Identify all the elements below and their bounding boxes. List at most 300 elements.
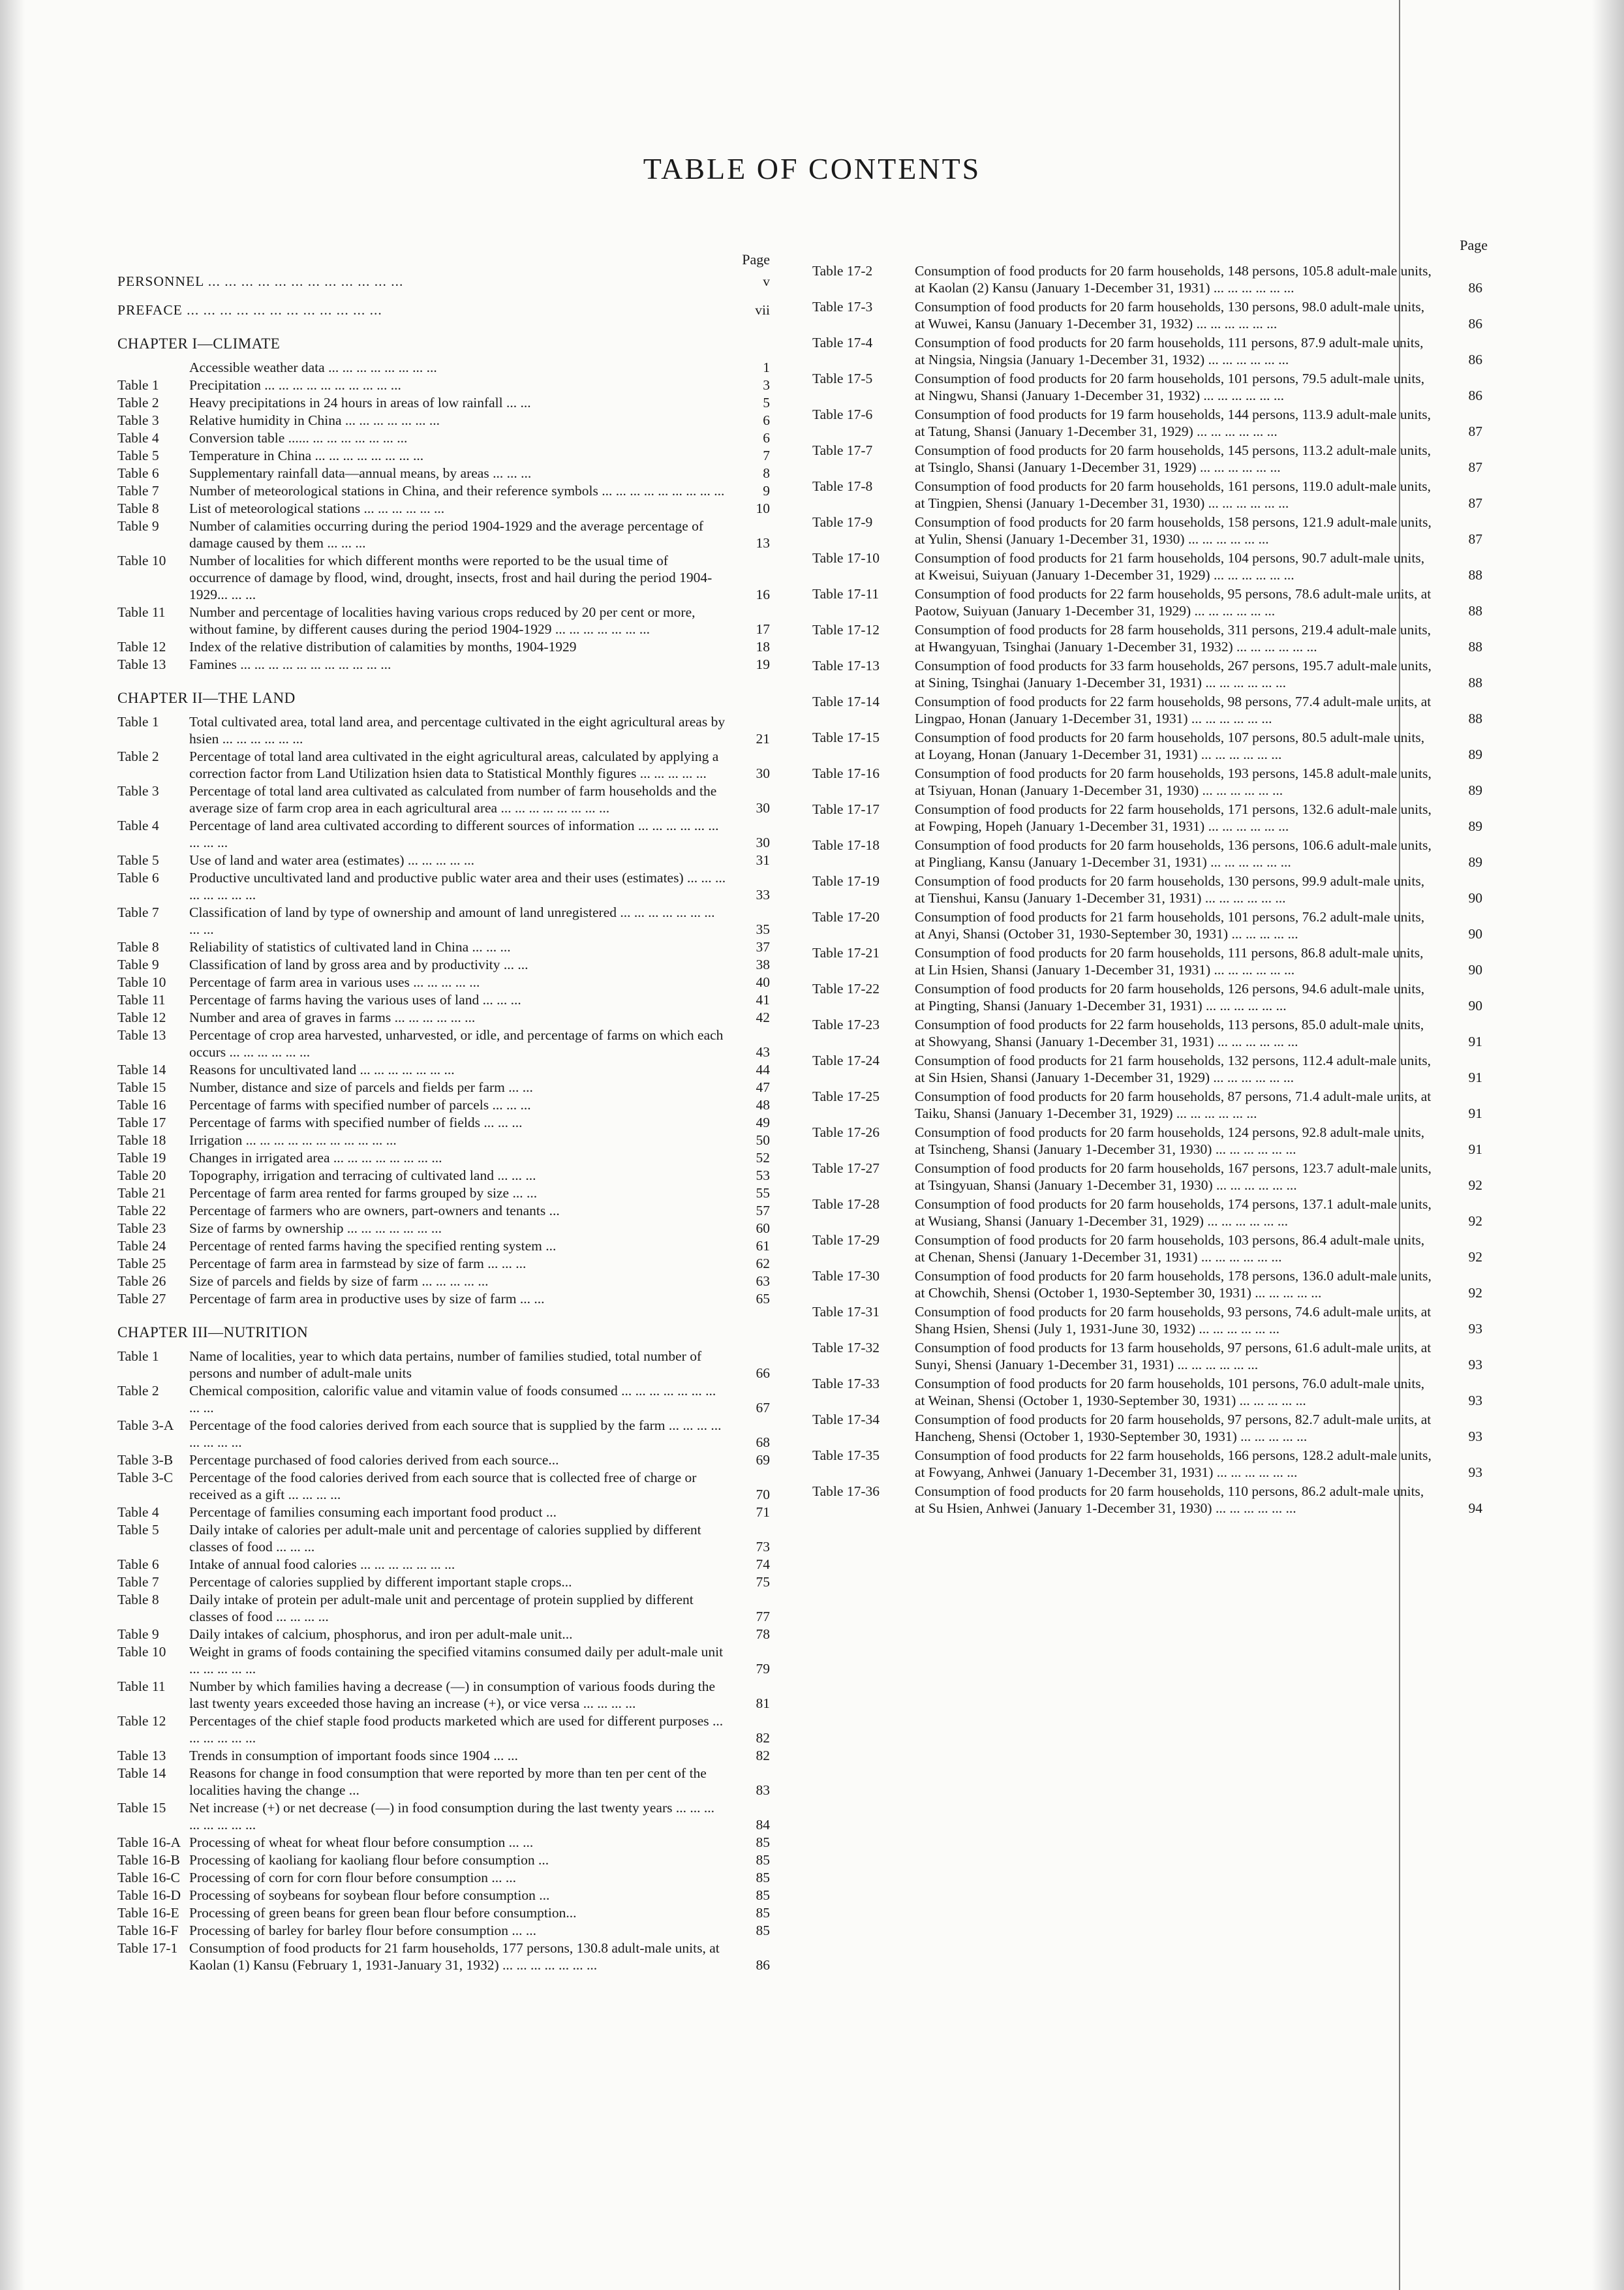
page-number: 86 xyxy=(1468,280,1482,296)
toc-entry xyxy=(117,1202,770,1219)
entry-title: Consumption of food products for 20 farm households, 97 persons, 82.7 adult-male units, at Hancheng, Shensi (October 1, 1930-September 30, 1931) ... ... ... ... ... xyxy=(915,1412,1432,1444)
page-number: 85 xyxy=(756,1870,770,1885)
page-number: 17 xyxy=(756,621,770,637)
entry-title: Classification of land by gross area and by productivity ... ... xyxy=(189,957,529,972)
toc-entry xyxy=(117,1255,770,1272)
table-number: Table 1 xyxy=(117,1348,159,1364)
toc-entry xyxy=(812,693,1488,727)
page-number: 92 xyxy=(1468,1177,1482,1193)
table-number: Table 27 xyxy=(117,1291,166,1307)
entry-title: Number and percentage of localities having various crops reduced by 20 per cent or more, without famine, by different causes during the period 1904-1929 ... ... ... ... ... ... ... xyxy=(189,604,696,637)
table-number: Table 12 xyxy=(117,1010,166,1025)
toc-entry xyxy=(812,1052,1488,1086)
page-number: 19 xyxy=(756,657,770,672)
entry-title: Percentage of farms having the various uses of land ... ... ... xyxy=(189,992,521,1008)
entry-title: Number, distance and size of parcels and fields per farm ... ... xyxy=(189,1079,533,1095)
toc-entry xyxy=(117,1079,770,1096)
page-number: 91 xyxy=(1468,1034,1482,1049)
table-number: Table 17-15 xyxy=(812,730,880,745)
table-number: Table 17-16 xyxy=(812,766,880,781)
toc-entry xyxy=(812,1231,1488,1265)
table-number: Table 2 xyxy=(117,395,159,410)
entry-title: Consumption of food products for 20 farm households, 93 persons, 74.6 adult-male units, at Shang Hsien, Shensi (July 1, 1931-June 30, 1932) ... ... ... ... ... ... xyxy=(915,1304,1432,1337)
page-number: 89 xyxy=(1468,747,1482,762)
table-number: Table 14 xyxy=(117,1765,166,1781)
table-number: Table 8 xyxy=(117,501,159,516)
table-number: Table 5 xyxy=(117,852,159,868)
toc-entry xyxy=(117,1348,770,1382)
entry-title: Consumption of food products for 20 farm households, 130 persons, 99.9 adult-male units, at Tienshui, Kansu (January 1-December 31, 1931) ... ... ... ... ... ... xyxy=(915,873,1425,906)
table-number: Table 12 xyxy=(117,1713,166,1729)
page-number: 62 xyxy=(756,1256,770,1271)
toc-entry xyxy=(812,442,1488,476)
toc-entry xyxy=(117,359,770,376)
table-number: Table 17-2 xyxy=(812,263,873,279)
table-number: Table 17-8 xyxy=(812,478,873,494)
table-number: Table 15 xyxy=(117,1079,166,1095)
entry-title: Percentage purchased of food calories derived from each source... xyxy=(189,1452,559,1468)
table-number: Table 17-4 xyxy=(812,335,873,350)
page-number: v xyxy=(763,273,770,289)
entry-title: Consumption of food products for 20 farm households, 103 persons, 86.4 adult-male units, at Chenan, Shensi (January 1-December 31, 1931) ... ... ... ... ... ... xyxy=(915,1232,1425,1265)
page-number: 41 xyxy=(756,992,770,1008)
entry-title: Consumption of food products for 20 farm households, 174 persons, 137.1 adult-male units, at Wusiang, Shansi (January 1-December 31, 1929) ... ... ... ... ... ... xyxy=(915,1196,1432,1229)
toc-entry xyxy=(812,585,1488,619)
toc-entry xyxy=(812,406,1488,440)
entry-title: Irrigation ... ... ... ... ... ... ... ... ... ... ... xyxy=(189,1132,397,1148)
page-number: 38 xyxy=(756,957,770,972)
table-number: Table 17-6 xyxy=(812,407,873,422)
table-number: Table 21 xyxy=(117,1185,166,1201)
table-number: Table 11 xyxy=(117,1679,166,1694)
table-number: Table 10 xyxy=(117,1644,166,1660)
entry-title: Changes in irrigated area ... ... ... ... ... ... ... ... xyxy=(189,1150,442,1166)
toc-entry xyxy=(117,1643,770,1677)
page-number: 85 xyxy=(756,1923,770,1938)
table-number: Table 17-29 xyxy=(812,1232,880,1248)
page-number: 53 xyxy=(756,1168,770,1183)
table-number: Table 20 xyxy=(117,1168,166,1183)
entry-title: Consumption of food products for 22 farm households, 95 persons, 78.6 adult-male units, at Paotow, Suiyuan (January 1-December 31, 1929) ... ... ... ... ... ... xyxy=(915,586,1432,619)
page-number: 18 xyxy=(756,639,770,655)
page-number: 55 xyxy=(756,1185,770,1201)
toc-entry xyxy=(117,1869,770,1886)
toc-entry xyxy=(117,1027,770,1060)
table-number: Table 1 xyxy=(117,714,159,730)
toc-entry xyxy=(812,1339,1488,1373)
toc-entry xyxy=(117,1451,770,1468)
entry-title: Processing of green beans for green bean flour before consumption... xyxy=(189,1905,577,1921)
entry-title: Consumption of food products for 20 farm households, 130 persons, 98.0 adult-male units, at Wuwei, Kansu (January 1-December 31, 1932) ... ... ... ... ... ... xyxy=(915,299,1425,332)
page-number: 6 xyxy=(763,412,770,428)
table-number: Table 17-22 xyxy=(812,981,880,997)
page-number: 37 xyxy=(756,939,770,955)
entry-title: Percentage of farms with specified number of parcels ... ... ... xyxy=(189,1097,531,1113)
page-number: 90 xyxy=(1468,926,1482,942)
toc-entry xyxy=(117,429,770,446)
entry-title: Consumption of food products for 21 farm households, 177 persons, 130.8 adult-male units, at Kaolan (1) Kansu (February 1, 1931-January 31, 1932) ... ... ... ... ... ... ... xyxy=(189,1940,720,1973)
toc-entry xyxy=(117,1851,770,1868)
toc-entry xyxy=(117,1184,770,1201)
entry-title: Consumption of food products for 19 farm households, 144 persons, 113.9 adult-male units, at Tatung, Shansi (January 1-December 31, 1929) ... ... ... ... ... ... xyxy=(915,407,1432,439)
page-number: 87 xyxy=(1468,495,1482,511)
toc-entry xyxy=(812,1303,1488,1337)
table-number: Table 17-1 xyxy=(117,1940,178,1956)
toc-entry xyxy=(812,944,1488,978)
toc-entry xyxy=(812,765,1488,799)
table-number: Table 9 xyxy=(117,957,159,972)
page-number: 33 xyxy=(756,887,770,903)
page-number: 86 xyxy=(1468,316,1482,332)
entry-title: List of meteorological stations ... ... ... ... ... ... xyxy=(189,501,445,516)
page-number: 93 xyxy=(1468,1464,1482,1480)
page-number: 93 xyxy=(1468,1393,1482,1408)
page-number: 3 xyxy=(763,377,770,393)
toc-entry xyxy=(117,938,770,955)
toc-entry xyxy=(117,1626,770,1643)
page-number: 82 xyxy=(756,1748,770,1763)
page-number: 86 xyxy=(1468,352,1482,367)
table-number: Table 3-B xyxy=(117,1452,174,1468)
toc-entry xyxy=(117,638,770,655)
table-number: Table 9 xyxy=(117,1626,159,1642)
table-number: Table 17-5 xyxy=(812,371,873,386)
table-number: Table 17-23 xyxy=(812,1017,880,1032)
table-number: Table 17-20 xyxy=(812,909,880,925)
page-number: 30 xyxy=(756,766,770,781)
entry-title: Consumption of food products for 28 farm households, 311 persons, 219.4 adult-male units, at Hwangyuan, Tsinghai (January 1-December 31, 1932) ... ... ... ... ... ... xyxy=(915,622,1432,655)
entry-title: Accessible weather data ... ... ... ... ... ... ... ... xyxy=(189,360,437,375)
page-number: 88 xyxy=(1468,675,1482,690)
page-number: 75 xyxy=(756,1574,770,1590)
table-number: Table 8 xyxy=(117,939,159,955)
page-number: 7 xyxy=(763,448,770,463)
table-number: Table 17 xyxy=(117,1115,166,1130)
page-number: 69 xyxy=(756,1452,770,1468)
page-number: 89 xyxy=(1468,818,1482,834)
toc-entry xyxy=(117,1521,770,1555)
entry-title: Consumption of food products for 20 farm households, 167 persons, 123.7 adult-male units, at Tsingyuan, Shansi (January 1-December 31, 1930) ... ... ... ... ... ... xyxy=(915,1160,1432,1193)
entry-title: Consumption of food products for 22 farm households, 171 persons, 132.6 adult-male units, at Fowping, Hopeh (January 1-December 31, 1931) ... ... ... ... ... ... xyxy=(915,801,1432,834)
page-number: 40 xyxy=(756,974,770,990)
entry-title: Consumption of food products for 21 farm households, 101 persons, 76.2 adult-male units, at Anyi, Shansi (October 31, 1930-September 30, 1931) ... ... ... ... ... xyxy=(915,909,1425,942)
page-number: 85 xyxy=(756,1905,770,1921)
entry-title: Consumption of food products for 21 farm households, 132 persons, 112.4 adult-male units, at Sin Hsien, Shansi (January 1-December 31, 1929) ... ... ... ... ... ... xyxy=(915,1053,1432,1085)
toc-entry xyxy=(117,817,770,851)
table-number: Table 17-26 xyxy=(812,1124,880,1140)
table-number: Table 7 xyxy=(117,905,159,920)
toc-entry xyxy=(812,1375,1488,1409)
toc-entry xyxy=(117,1220,770,1237)
table-number: Table 17-21 xyxy=(812,945,880,961)
table-number: Table 13 xyxy=(117,1027,166,1043)
toc-entry xyxy=(117,1114,770,1131)
table-number: Table 17-7 xyxy=(812,442,873,458)
page-number: 85 xyxy=(756,1852,770,1868)
toc-entry xyxy=(117,604,770,638)
page-number: 70 xyxy=(756,1487,770,1502)
toc-entry xyxy=(117,1132,770,1149)
page-number: 91 xyxy=(1468,1106,1482,1121)
page-number: 87 xyxy=(1468,531,1482,547)
toc-entry xyxy=(117,956,770,973)
entry-title: Processing of soybeans for soybean flour before consumption ... xyxy=(189,1887,550,1903)
toc-entry xyxy=(812,298,1488,332)
entry-title: Consumption of food products for 20 farm households, 148 persons, 105.8 adult-male units, at Kaolan (2) Kansu (January 1-December 31, 1931) ... ... ... ... ... ... xyxy=(915,263,1432,296)
page-number: 30 xyxy=(756,835,770,850)
entry-title: Daily intakes of calcium, phosphorus, and iron per adult-male unit... xyxy=(189,1626,573,1642)
toc-entry xyxy=(812,837,1488,871)
entry-title: Index of the relative distribution of calamities by months, 1904-1929 xyxy=(189,639,577,655)
toc-entry xyxy=(117,869,770,903)
table-number: Table 17-31 xyxy=(812,1304,880,1320)
entry-title: Consumption of food products for 20 farm households, 107 persons, 80.5 adult-male units, at Loyang, Honan (January 1-December 31, 1931) ... ... ... ... ... ... xyxy=(915,730,1425,762)
toc-entry xyxy=(812,729,1488,763)
entry-title: Temperature in China ... ... ... ... ... ... ... ... xyxy=(189,448,424,463)
toc-entry xyxy=(117,1940,770,1973)
page-number: 88 xyxy=(1468,603,1482,619)
page-number: 92 xyxy=(1468,1249,1482,1265)
page-number: 94 xyxy=(1468,1500,1482,1516)
toc-entry xyxy=(117,1678,770,1712)
page-number: 83 xyxy=(756,1782,770,1798)
entry-title: Consumption of food products for 20 farm households, 158 persons, 121.9 adult-male units, at Yulin, Shensi (January 1-December 31, 1930) ... ... ... ... ... ... xyxy=(915,514,1432,547)
page-column-header: Page xyxy=(742,251,770,268)
table-number: Table 14 xyxy=(117,1062,166,1077)
page-number: 93 xyxy=(1468,1321,1482,1337)
table-number: Table 3-C xyxy=(117,1470,174,1485)
page-number: 92 xyxy=(1468,1213,1482,1229)
entry-title: Percentage of farms with specified number of fields ... ... ... xyxy=(189,1115,523,1130)
toc-entry xyxy=(117,1417,770,1451)
chapter-heading: CHAPTER II—THE LAND xyxy=(117,690,296,706)
toc-entry xyxy=(117,1834,770,1851)
toc-entry xyxy=(117,656,770,673)
table-number: Table 26 xyxy=(117,1273,166,1289)
toc-entry xyxy=(812,801,1488,835)
table-number: Table 17-14 xyxy=(812,694,880,709)
table-number: Table 7 xyxy=(117,483,159,499)
page-number: 31 xyxy=(756,852,770,868)
toc-entry xyxy=(117,713,770,747)
entry-title: Consumption of food products for 13 farm households, 97 persons, 61.6 adult-male units, at Sunyi, Shensi (January 1-December 31, 1931) ... ... ... ... ... ... xyxy=(915,1340,1432,1372)
table-number: Table 2 xyxy=(117,749,159,764)
table-number: Table 17-3 xyxy=(812,299,873,315)
toc-entry xyxy=(812,262,1488,296)
toc-entry xyxy=(812,1196,1488,1230)
toc-entry xyxy=(117,273,770,290)
page-number: 9 xyxy=(763,483,770,499)
table-number: Table 17-18 xyxy=(812,837,880,853)
page-number: 87 xyxy=(1468,424,1482,439)
table-number: Table 16-E xyxy=(117,1905,179,1921)
table-number: Table 8 xyxy=(117,1592,159,1607)
entry-title: Supplementary rainfall data—annual means, by areas ... ... ... xyxy=(189,465,532,481)
page-number: 89 xyxy=(1468,782,1482,798)
entry-title: Consumption of food products for 20 farm households, 101 persons, 79.5 adult-male units, at Ningwu, Shansi (January 1-December 31, 1932) ... ... ... ... ... ... xyxy=(915,371,1425,403)
entry-title: Percentage of the food calories derived from each source that is collected free of charge or received as a gift ... ... ... ... xyxy=(189,1470,697,1502)
table-number: Table 16 xyxy=(117,1097,166,1113)
toc-entry xyxy=(117,904,770,938)
table-number: Table 17-12 xyxy=(812,622,880,638)
table-number: Table 3 xyxy=(117,783,159,799)
entry-title: Trends in consumption of important foods since 1904 ... ... xyxy=(189,1748,518,1763)
table-number: Table 23 xyxy=(117,1220,166,1236)
page-number: 35 xyxy=(756,921,770,937)
toc-entry xyxy=(812,1267,1488,1301)
page-number: 93 xyxy=(1468,1357,1482,1372)
table-number: Table 16-D xyxy=(117,1887,181,1903)
table-number: Table 17-32 xyxy=(812,1340,880,1355)
toc-entry xyxy=(117,1237,770,1254)
table-number: Table 17-27 xyxy=(812,1160,880,1176)
table-number: Table 7 xyxy=(117,1574,159,1590)
page-number: 88 xyxy=(1468,567,1482,583)
entry-title: Processing of wheat for wheat flour before consumption ... ... xyxy=(189,1834,534,1850)
toc-entry xyxy=(812,1411,1488,1445)
table-number: Table 6 xyxy=(117,1556,159,1572)
page-number: 13 xyxy=(756,535,770,551)
entry-title: Consumption of food products for 20 farm households, 111 persons, 86.8 adult-male units, at Lin Hsien, Shansi (January 1-December 31, 1931) ... ... ... ... ... ... xyxy=(915,945,1424,978)
toc-entry xyxy=(117,1591,770,1625)
entry-title: Name of localities, year to which data pertains, number of families studied, total number of persons and number of adult-male units xyxy=(189,1348,702,1381)
table-number: Table 16-F xyxy=(117,1923,179,1938)
page-number: 6 xyxy=(763,430,770,446)
page-number: 49 xyxy=(756,1115,770,1130)
toc-entry xyxy=(812,1160,1488,1194)
page-number: 65 xyxy=(756,1291,770,1307)
entry-title: Number by which families having a decrease (—) in consumption of various foods during the last twenty years exceeded those having an increase (+), or vice versa ... ... ... ... xyxy=(189,1679,716,1711)
entry-title: Classification of land by type of ownership and amount of land unregistered ... ... ... ... ... ... ... ... ... xyxy=(189,905,715,937)
page-number: 43 xyxy=(756,1044,770,1060)
chapter-heading: CHAPTER I—CLIMATE xyxy=(117,335,281,352)
entry-title: Consumption of food products for 22 farm households, 98 persons, 77.4 adult-male units, at Lingpao, Honan (January 1-December 31, 1931) ... ... ... ... ... ... xyxy=(915,694,1432,726)
toc-entry xyxy=(117,552,770,603)
toc-entry xyxy=(812,334,1488,368)
entry-title: Number and area of graves in farms ... ... ... ... ... ... xyxy=(189,1010,476,1025)
toc-entry xyxy=(117,1061,770,1078)
toc-entry xyxy=(117,1747,770,1764)
entry-title: Processing of kaoliang for kaoliang flour before consumption ... xyxy=(189,1852,549,1868)
toc-entry xyxy=(117,1469,770,1503)
entry-title: Percentage of farm area in productive uses by size of farm ... ... xyxy=(189,1291,545,1307)
toc-entry xyxy=(812,621,1488,655)
table-number: Table 13 xyxy=(117,1748,166,1763)
table-number: Table 17-25 xyxy=(812,1089,880,1104)
page-number: 57 xyxy=(756,1203,770,1218)
table-number: Table 17-19 xyxy=(812,873,880,889)
toc-entry xyxy=(812,657,1488,691)
toc-left-list xyxy=(117,273,770,1973)
table-number: Table 24 xyxy=(117,1238,166,1254)
entry-title: Number of meteorological stations in China, and their reference symbols ... ... ... ... ... ... ... ... ... xyxy=(189,483,725,499)
entry-title: Consumption of food products for 33 farm households, 267 persons, 195.7 adult-male units, at Sining, Tsinghai (January 1-December 31, 1931) ... ... ... ... ... ... xyxy=(915,658,1432,690)
entry-title: Famines ... ... ... ... ... ... ... ... ... ... ... xyxy=(189,657,391,672)
page-column-header: Page xyxy=(1460,237,1488,253)
entry-title: Percentage of families consuming each important food product ... xyxy=(189,1504,557,1520)
page-number: 74 xyxy=(756,1556,770,1572)
table-number: Table 17-24 xyxy=(812,1053,880,1068)
entry-title: Daily intake of calories per adult-male unit and percentage of calories supplied by different classes of food ... ... ... xyxy=(189,1522,701,1555)
toc-entry xyxy=(117,1712,770,1746)
table-number: Table 22 xyxy=(117,1203,166,1218)
entry-title: PERSONNEL ... ... ... ... ... ... ... ... ... ... ... ... xyxy=(117,273,404,289)
entry-title: Consumption of food products for 20 farm households, 124 persons, 92.8 adult-male units, at Tsincheng, Shansi (January 1-December 31, 1930) ... ... ... ... ... ... xyxy=(915,1124,1425,1157)
table-number: Table 17-17 xyxy=(812,801,880,817)
table-number: Table 10 xyxy=(117,553,166,568)
entry-title: Intake of annual food calories ... ... ... ... ... ... ... xyxy=(189,1556,455,1572)
table-number: Table 4 xyxy=(117,1504,159,1520)
page-number: 92 xyxy=(1468,1285,1482,1301)
entry-title: Consumption of food products for 20 farm households, 110 persons, 86.2 adult-male units, at Su Hsien, Anhwei (January 1-December 31, 1930) ... ... ... ... ... ... xyxy=(915,1483,1424,1516)
table-number: Table 3-A xyxy=(117,1417,174,1433)
toc-right-column xyxy=(812,237,1488,1519)
toc-entry xyxy=(117,1167,770,1184)
page-number: 8 xyxy=(763,465,770,481)
entry-title: Daily intake of protein per adult-male unit and percentage of protein supplied by different classes of food ... ... ... ... xyxy=(189,1592,694,1624)
table-number: Table 4 xyxy=(117,430,159,446)
table-number: Table 17-9 xyxy=(812,514,873,530)
page-number: 66 xyxy=(756,1365,770,1381)
toc-entry xyxy=(117,394,770,411)
page-number: 16 xyxy=(756,587,770,602)
toc-entry xyxy=(117,377,770,394)
entry-title: Net increase (+) or net decrease (—) in food consumption during the last twenty years ... ... ... ... ... ... ... ... xyxy=(189,1800,714,1833)
toc-entry xyxy=(812,1016,1488,1050)
entry-title: Size of farms by ownership ... ... ... ... ... ... ... xyxy=(189,1220,442,1236)
toc-entry xyxy=(812,1124,1488,1158)
toc-entry xyxy=(117,1573,770,1590)
entry-title: Percentage of the food calories derived from each source that is supplied by the farm ... ... ... ... ... ... ... ... xyxy=(189,1417,722,1450)
page-number: 30 xyxy=(756,800,770,816)
page-number: 44 xyxy=(756,1062,770,1077)
toc-entry xyxy=(117,1799,770,1833)
toc-entry xyxy=(812,1088,1488,1122)
entry-title: Percentage of farm area in various uses ... ... ... ... ... xyxy=(189,974,480,990)
table-number: Table 16-A xyxy=(117,1834,181,1850)
table-number: Table 13 xyxy=(117,657,166,672)
entry-title: Relative humidity in China ... ... ... ... ... ... ... xyxy=(189,412,440,428)
table-number: Table 15 xyxy=(117,1800,166,1816)
toc-entry xyxy=(117,465,770,482)
table-number: Table 6 xyxy=(117,870,159,886)
page-number: 52 xyxy=(756,1150,770,1166)
toc-entry xyxy=(117,1765,770,1799)
toc-entry xyxy=(117,974,770,991)
table-number: Table 1 xyxy=(117,377,159,393)
toc-entry xyxy=(117,1887,770,1904)
page-number: 82 xyxy=(756,1730,770,1746)
page-number: 1 xyxy=(763,360,770,375)
page-number: 84 xyxy=(756,1817,770,1833)
table-number: Table 17-28 xyxy=(812,1196,880,1212)
toc-entry xyxy=(117,852,770,869)
page-number: 5 xyxy=(763,395,770,410)
entry-title: Reasons for uncultivated land ... ... ... ... ... ... ... xyxy=(189,1062,455,1077)
toc-entry xyxy=(117,482,770,499)
page-number: 79 xyxy=(756,1661,770,1677)
toc-entry xyxy=(117,1382,770,1416)
entry-title: Topography, irrigation and terracing of cultivated land ... ... ... xyxy=(189,1168,536,1183)
table-number: Table 12 xyxy=(117,639,166,655)
toc-left-column xyxy=(117,247,770,1974)
toc-entry xyxy=(117,1009,770,1026)
toc-right-list xyxy=(812,262,1488,1517)
entry-title: Consumption of food products for 20 farm households, 161 persons, 119.0 adult-male units, at Tingpien, Shensi (January 1-December 31, 1930) ... ... ... ... ... ... xyxy=(915,478,1432,511)
page-number: 86 xyxy=(756,1957,770,1973)
toc-entry xyxy=(117,302,770,318)
table-number: Table 10 xyxy=(117,974,166,990)
